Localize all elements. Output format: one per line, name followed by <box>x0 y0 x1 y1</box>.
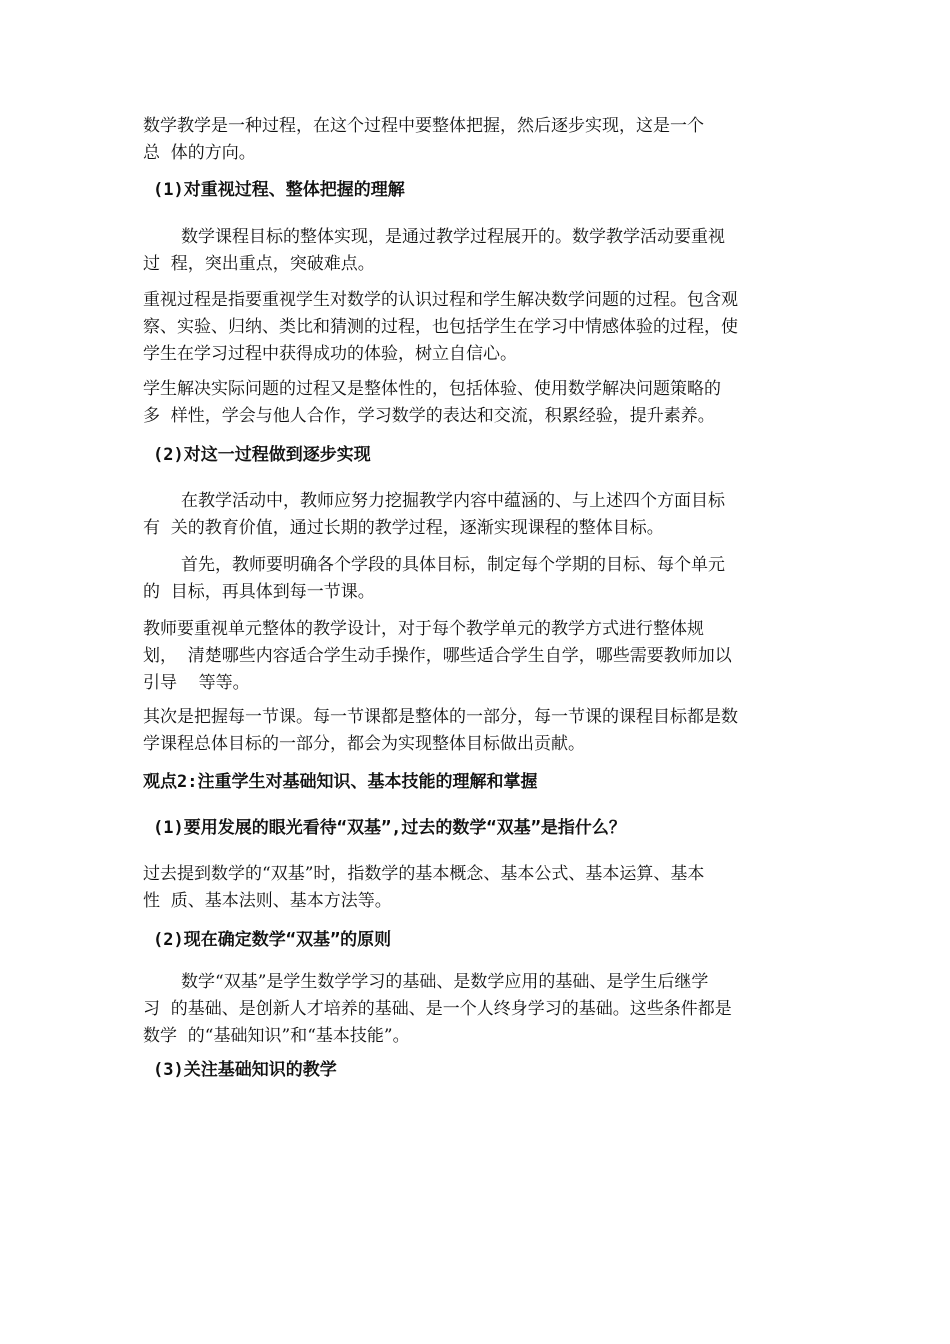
heading-text: (2)对这一过程做到逐步实现 <box>153 445 371 465</box>
text-line: 数学“双基”是学生数学学习的基础、是数学应用的基础、是学生后继学 <box>181 972 709 992</box>
text-line: 多 样性，学会与他人合作，学习数学的表达和交流，积累经验，提升素养。 <box>143 406 715 426</box>
text-line: 性 质、基本法则、基本方法等。 <box>143 891 392 911</box>
text-line: 首先，教师要明确各个学段的具体目标，制定每个学期的目标、每个单元 <box>181 555 725 575</box>
heading-text: (2)现在确定数学“双基”的原则 <box>153 930 392 950</box>
text-line: 在教学活动中，教师应努力挖掘教学内容中蕴涵的、与上述四个方面目标 <box>181 491 725 511</box>
text-line: 察、实验、归纳、类比和猜测的过程，也包括学生在学习中情感体验的过程，使 <box>143 317 738 337</box>
text-line: 数学教学是一种过程，在这个过程中要整体把握，然后逐步实现，这是一个 <box>143 116 704 136</box>
paragraph-teaching-activity <box>143 488 815 542</box>
text-line: 学课程总体目标的一部分，都会为实现整体目标做出贡献。 <box>143 734 585 754</box>
text-line: 总 体的方向。 <box>143 143 256 163</box>
text-line: 学生在学习过程中获得成功的体验，树立自信心。 <box>143 344 517 364</box>
text-line: 习 的基础、是创新人才培养的基础、是一个人终身学习的基础。这些条件都是 <box>143 999 732 1019</box>
text-line: 过去提到数学的“双基”时，指数学的基本概念、基本公式、基本运算、基本 <box>143 864 705 884</box>
paragraph-first <box>143 552 815 606</box>
paragraph-unit-design <box>143 616 815 697</box>
paragraph-shuangji-definition <box>143 861 815 915</box>
text-line: 数学课程目标的整体实现，是通过教学过程展开的。数学教学活动要重视 <box>181 227 725 247</box>
text-line: 教师要重视单元整体的教学设计，对于每个教学单元的教学方式进行整体规 <box>143 619 704 639</box>
paragraph-shuangji-basis <box>143 969 815 1050</box>
heading-1-understanding <box>153 177 825 204</box>
heading-shuangji-past <box>153 815 825 842</box>
text-line: 过 程，突出重点，突破难点。 <box>143 254 375 274</box>
paragraph-problem-solving <box>143 376 815 430</box>
heading-shuangji-principle <box>153 927 825 954</box>
heading-viewpoint-2 <box>143 769 815 796</box>
text-line: 有 关的教育价值，通过长期的教学过程，逐渐实现课程的整体目标。 <box>143 518 664 538</box>
heading-text: (1)对重视过程、整体把握的理解 <box>153 180 405 200</box>
paragraph-intro <box>143 113 815 167</box>
paragraph-second <box>143 704 815 758</box>
text-line: 其次是把握每一节课。每一节课都是整体的一部分，每一节课的课程目标都是数 <box>143 707 738 727</box>
heading-text: (1)要用发展的眼光看待“双基”,过去的数学“双基”是指什么？ <box>153 818 626 838</box>
text-line: 重视过程是指要重视学生对数学的认识过程和学生解决数学问题的过程。包含观 <box>143 290 738 310</box>
heading-text: (3)关注基础知识的教学 <box>153 1060 337 1080</box>
paragraph-course-goal <box>143 224 815 278</box>
text-line: 的 目标，再具体到每一节课。 <box>143 582 375 602</box>
heading-basic-knowledge <box>153 1057 825 1084</box>
text-line: 引导 等等。 <box>143 673 250 693</box>
text-line: 数学 的“基础知识”和“基本技能”。 <box>143 1026 410 1046</box>
heading-text: 观点2:注重学生对基础知识、基本技能的理解和掌握 <box>143 772 538 792</box>
text-line: 划， 清楚哪些内容适合学生动手操作，哪些适合学生自学，哪些需要教师加以 <box>143 646 732 666</box>
paragraph-process-meaning <box>143 287 815 368</box>
heading-2-gradual <box>153 442 825 469</box>
text-line: 学生解决实际问题的过程又是整体性的，包括体验、使用数学解决问题策略的 <box>143 379 721 399</box>
